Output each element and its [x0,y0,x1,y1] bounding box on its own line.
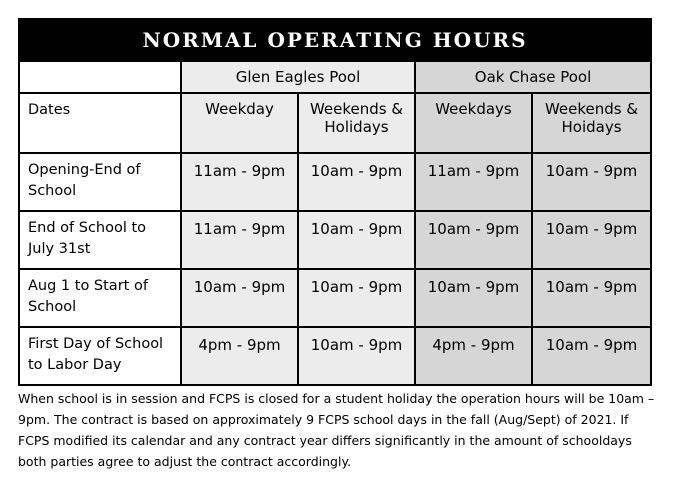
oak-weekend-header: Weekends & Hoidays [532,93,651,153]
table-row [19,153,651,211]
hours-cell: 11am - 9pm [181,153,298,211]
hours-cell: 10am - 9pm [532,269,651,327]
hours-cell: 4pm - 9pm [415,327,532,385]
contract-note: When school is in session and FCPS is closed for a student holiday the operation hours will be 10am – 9pm. The contract is based on approximately 9 FCPS school days in the fall (Aug/Sept) of 2021. If FCPS modified its calendar and any contract year differs significantly in the amount of schooldays both parties agree to adjust the contract accordingly. [18,391,655,469]
pool-header-glen-eagles: Glen Eagles Pool [181,61,415,93]
blank-corner-cell [19,61,181,93]
glen-weekend-header: Weekends & Holidays [298,93,415,153]
pool-header-oak-chase: Oak Chase Pool [415,61,651,93]
table-row [19,327,651,385]
hours-cell: 10am - 9pm [181,269,298,327]
operating-hours-table [18,18,652,386]
hours-cell: 10am - 9pm [415,269,532,327]
hours-cell: 10am - 9pm [415,211,532,269]
table-title: NORMAL OPERATING HOURS [19,19,651,61]
hours-cell: 10am - 9pm [298,211,415,269]
hours-cell: 11am - 9pm [181,211,298,269]
table-row [19,211,651,269]
period-cell: End of School to July 31st [19,211,181,269]
glen-weekday-header: Weekday [181,93,298,153]
hours-cell: 10am - 9pm [298,269,415,327]
hours-cell: 11am - 9pm [415,153,532,211]
hours-cell: 10am - 9pm [298,153,415,211]
hours-cell: 10am - 9pm [532,153,651,211]
oak-weekday-header: Weekdays [415,93,532,153]
hours-cell: 4pm - 9pm [181,327,298,385]
dates-header: Dates [19,93,181,153]
hours-cell: 10am - 9pm [298,327,415,385]
period-cell: Opening-End of School [19,153,181,211]
table-row [19,269,651,327]
hours-cell: 10am - 9pm [532,211,651,269]
hours-cell: 10am - 9pm [532,327,651,385]
period-cell: First Day of School to Labor Day [19,327,181,385]
period-cell: Aug 1 to Start of School [19,269,181,327]
